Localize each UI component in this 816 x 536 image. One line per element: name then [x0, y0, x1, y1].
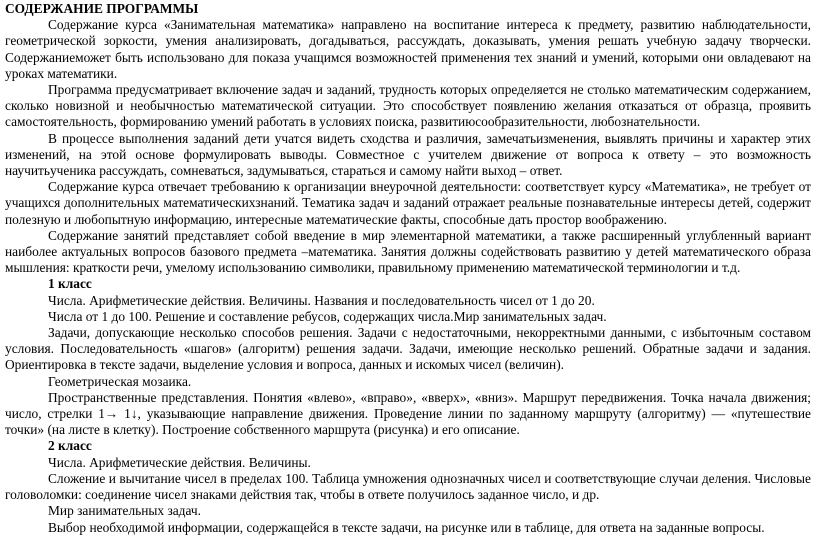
grade-1-paragraph-spatial: Пространственные представления. Понятия «влево», «вправо», «вверх», «вниз». Маршрут передвижения. Точка начала движения; число, стрелки 1→ 1↓, указывающие направление движения. Проведение линии по заданному маршруту (алгоритму) — «путешествие точки» (на листе в клетку). Построение собственного маршрута (рисунка) и его описание. [5, 389, 811, 438]
paragraph-process: В процессе выполнения заданий дети учатся видеть сходства и различия, замечатьизменения, выявлять причины и характер этих изменений, на этой основе формулировать выводы. Совместное с учителем движение от вопроса к ответу – это возможность научитьученика рассуждать, сомневаться, задумываться, стараться и самому найти выход – ответ. [5, 130, 811, 179]
grade-2-line-numbers: Числа. Арифметические действия. Величины. [48, 454, 311, 470]
grade-1-line-rebuses: Числа от 1 до 100. Решение и составление ребусов, содержащих числа.Мир занимательных задач. [48, 308, 607, 324]
paragraph-requirements: Содержание курса отвечает требованию к организации внеурочной деятельности: соответствует курсу «Математика», не требует от учащихся дополнительных математическихзнаний. Тематика задач и заданий отражает реальные познавательные интересы детей, содержит полезную и любопытную информацию, интересные математические факты, способные дать простор воображению. [5, 179, 811, 227]
grade-2-paragraph-addition: Сложение и вычитание чисел в пределах 100. Таблица умножения однозначных чисел и соответствующие случаи деления. Числовые головоломки: соединение чисел знаками действия так, чтобы в ответе получилось заданное число, и др. [5, 470, 811, 503]
paragraph-intro: Содержание курса «Занимательная математика» направлено на воспитание интереса к предмету, развитию наблюдательности, геометрической зоркости, умения анализировать, догадываться, рассуждать, доказывать, умения решать учебную задачу творчески. Содержаниеможет быть использовано для показа учащимся возможностей применения тех знаний и умений, которыми они овладевают на уроках математики. [5, 17, 811, 81]
grade-2-line-information: Выбор необходимой информации, содержащейся в тексте задачи, на рисунке или в таблице, для ответа на заданные вопросы. [48, 519, 765, 535]
paragraph-content: Содержание занятий представляет собой введение в мир элементарной математики, а также расширенный углубленный вариант наиболее актуальных вопросов базового предмета –математика. Занятия должны содействовать развитию у детей математического образа мышления: краткости речи, умелому использованию символики, правильному применению математической терминологии и т.д. [5, 227, 811, 276]
grade-1-line-mosaic: Геометрическая мозаика. [48, 373, 192, 389]
grade-1-paragraph-problems: Задачи, допускающие несколько способов решения. Задачи с недостаточными, некорректными данными, с избыточным составом условия. Последовательность «шагов» (алгоритм) решения задачи. Задачи, имеющие несколько решений. Обратные задачи и задания. Ориентировка в тексте задачи, выделение условия и вопроса, данных и искомых чисел (величин). [5, 325, 811, 373]
grade-2-line-problems: Мир занимательных задач. [48, 503, 201, 519]
page-title: СОДЕРЖАНИЕ ПРОГРАММЫ [5, 1, 199, 16]
paragraph-tasks: Программа предусматривает включение задач и заданий, трудность которых определяется не столько математическим содержанием, сколько новизной и необычностью математической ситуации. Это способствует появлению желания отказаться от образца, проявить самостоятельность, формированию умений работать в условиях поиска, развитиюсообразительности, любознательности. [5, 82, 811, 130]
grade-1-line-numbers: Числа. Арифметические действия. Величины. Названия и последовательность чисел от 1 до 20. [48, 292, 595, 308]
grade-2-heading: 2 класс [48, 438, 92, 454]
grade-1-heading: 1 класс [48, 276, 92, 292]
